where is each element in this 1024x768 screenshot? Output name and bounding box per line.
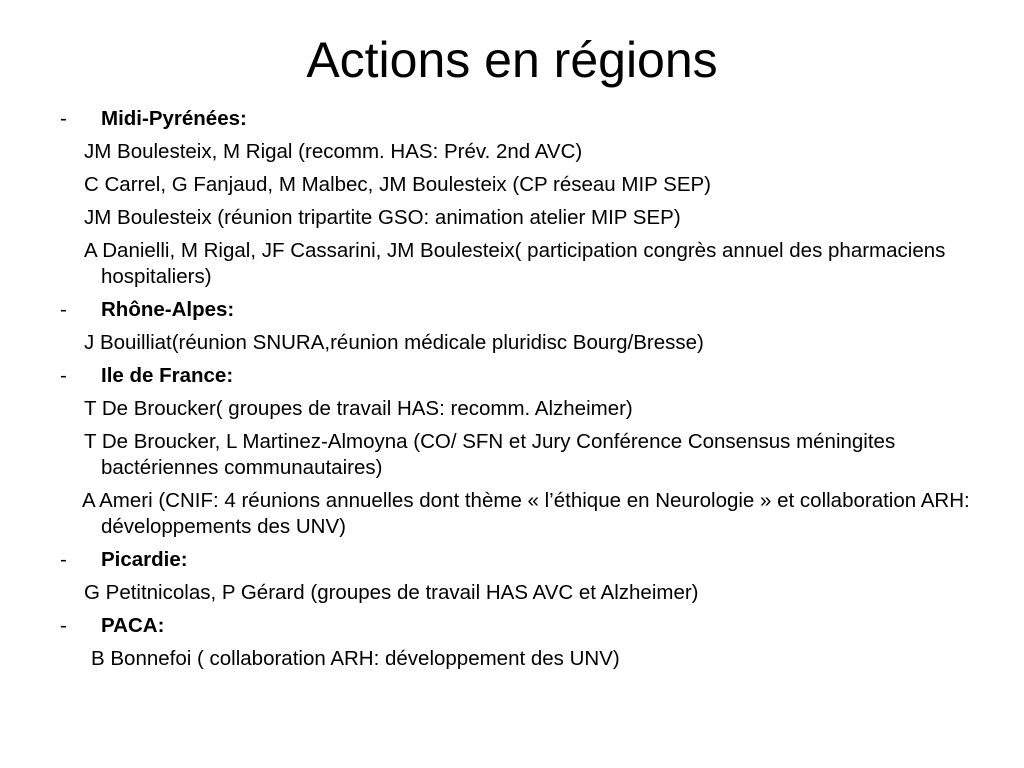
bullet-dash: -	[60, 614, 67, 637]
region-heading-picardie	[60, 547, 980, 573]
region-name: Picardie:	[101, 548, 188, 571]
region-name: Ile de France:	[101, 364, 234, 387]
entry-item: T De Broucker, L Martinez-Almoyna (CO/ SFN et Jury Conférence Consensus méningites bactériennes communautaires)	[84, 430, 896, 479]
entry-item: B Bonnefoi ( collaboration ARH: développement des UNV)	[91, 647, 620, 670]
entry-item: A Ameri (CNIF: 4 réunions annuelles dont thème « l’éthique en Neurologie » et collaboration ARH: développements des UNV)	[82, 489, 970, 538]
slide-content	[60, 106, 980, 679]
bullet-dash: -	[60, 107, 67, 130]
entry-item: JM Boulesteix (réunion tripartite GSO: animation atelier MIP SEP)	[84, 206, 681, 229]
entry-item: JM Boulesteix, M Rigal (recomm. HAS: Prév. 2nd AVC)	[84, 140, 583, 163]
bullet-dash: -	[60, 548, 67, 571]
region-heading-paca	[60, 613, 980, 639]
entry-item: T De Broucker( groupes de travail HAS: recomm. Alzheimer)	[84, 397, 633, 420]
entry-item: G Petitnicolas, P Gérard (groupes de travail HAS AVC et Alzheimer)	[84, 581, 699, 604]
bullet-dash: -	[60, 364, 67, 387]
region-heading-ile-de-france	[60, 363, 980, 389]
slide-title: Actions en régions	[306, 32, 718, 88]
region-name: Midi-Pyrénées:	[101, 107, 247, 130]
entry-item: A Danielli, M Rigal, JF Cassarini, JM Boulesteix( participation congrès annuel des pharmaciens hospitaliers)	[84, 239, 946, 288]
region-name: Rhône-Alpes:	[101, 298, 235, 321]
region-heading-midi-pyrenees	[60, 106, 980, 132]
region-name: PACA:	[101, 614, 165, 637]
bullet-dash: -	[60, 298, 67, 321]
entry-item: C Carrel, G Fanjaud, M Malbec, JM Boulesteix (CP réseau MIP SEP)	[84, 173, 711, 196]
entry-item: J Bouilliat(réunion SNURA,réunion médicale pluridisc Bourg/Bresse)	[84, 331, 704, 354]
region-heading-rhone-alpes	[60, 297, 980, 323]
